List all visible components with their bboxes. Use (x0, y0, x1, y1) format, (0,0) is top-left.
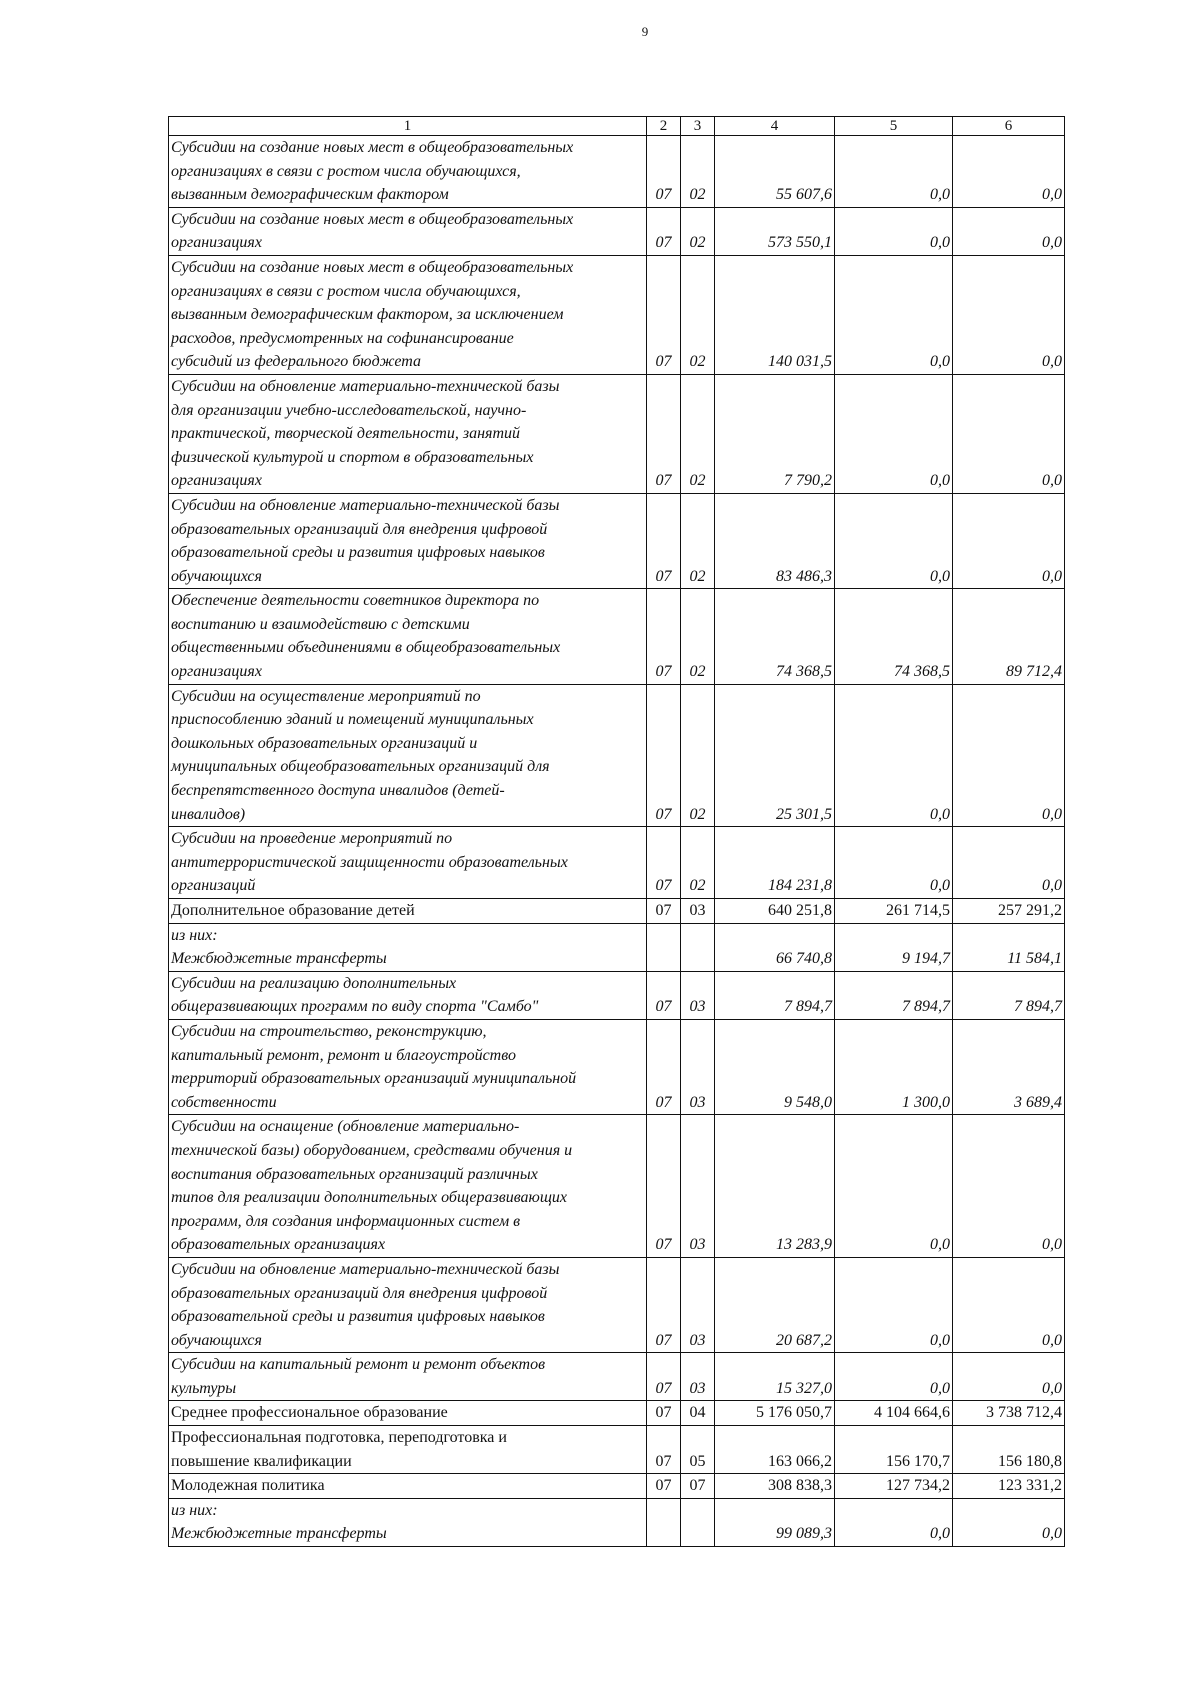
section-code-cell: 07 (647, 493, 681, 588)
amount-col5-cell: 0,0 (835, 684, 953, 827)
item-name-line: культуры (171, 1379, 237, 1397)
item-name-line: обучающихся (171, 1331, 262, 1349)
amount-col6-cell: 257 291,2 (953, 899, 1065, 924)
subsection-code-cell: 02 (681, 136, 715, 208)
amount-col5-cell: 0,0 (835, 1353, 953, 1401)
item-name-line: Субсидии на проведение мероприятий по (171, 830, 453, 848)
item-name-cell (169, 899, 647, 924)
item-name-cell (169, 1115, 647, 1258)
item-name-line: беспрепятственного доступа инвалидов (детей- (171, 782, 505, 800)
table-row (169, 374, 1065, 493)
subsection-code-cell: 03 (681, 1019, 715, 1114)
subsection-code-cell: 02 (681, 374, 715, 493)
item-name-line: Молодежная политика (171, 1477, 325, 1495)
section-code-cell: 07 (647, 1353, 681, 1401)
item-name-line: Субсидии на капитальный ремонт и ремонт объектов (171, 1356, 546, 1374)
amount-col4-cell: 7 790,2 (715, 374, 835, 493)
amount-col5-cell: 4 104 664,6 (835, 1401, 953, 1426)
section-code-cell: 07 (647, 207, 681, 255)
amount-col4-cell: 140 031,5 (715, 255, 835, 374)
amount-col6-cell: 0,0 (953, 1498, 1065, 1546)
amount-col6-cell: 0,0 (953, 684, 1065, 827)
table-row (169, 899, 1065, 924)
item-name-line: Межбюджетные трансферты (171, 1525, 387, 1543)
item-name-line: образовательной среды и развития цифровых навыков (171, 1308, 545, 1326)
amount-col5-cell: 0,0 (835, 827, 953, 899)
item-name-cell (169, 589, 647, 684)
item-name-line: приспособлению зданий и помещений муниципальных (171, 711, 534, 729)
column-number: 5 (835, 117, 953, 136)
item-name-line: практической, творческой деятельности, занятий (171, 425, 521, 443)
budget-table (168, 116, 1065, 1547)
item-name-line: Субсидии на осуществление мероприятий по (171, 687, 481, 705)
table-row (169, 589, 1065, 684)
table-body (169, 136, 1065, 1547)
item-name-line: капитальный ремонт, ремонт и благоустройство (171, 1046, 516, 1064)
section-code-cell: 07 (647, 255, 681, 374)
amount-col6-cell: 0,0 (953, 827, 1065, 899)
item-name-line: Профессиональная подготовка, переподготовка и (171, 1429, 507, 1447)
table-row (169, 136, 1065, 208)
subsection-code-cell: 02 (681, 493, 715, 588)
item-name-line: расходов, предусмотренных на софинансирование (171, 329, 514, 347)
amount-col6-cell: 0,0 (953, 1353, 1065, 1401)
amount-col6-cell: 7 894,7 (953, 971, 1065, 1019)
item-name-line: дошкольных образовательных организаций и (171, 734, 478, 752)
item-name-line: антитеррористической защищенности образовательных (171, 853, 568, 871)
table-row (169, 1257, 1065, 1352)
item-name-line: физической культурой и спортом в образовательных (171, 448, 534, 466)
item-name-line: Дополнительное образование детей (171, 902, 415, 919)
amount-col5-cell: 261 714,5 (835, 899, 953, 924)
table-row (169, 255, 1065, 374)
amount-col5-cell: 9 194,7 (835, 923, 953, 971)
section-code-cell (647, 1498, 681, 1546)
subsection-code-cell: 03 (681, 899, 715, 924)
item-name-line: территорий образовательных организаций муниципальной (171, 1070, 577, 1088)
item-name-cell (169, 971, 647, 1019)
section-code-cell: 07 (647, 1401, 681, 1426)
item-name-line: образовательных организаций для внедрения цифровой (171, 520, 548, 538)
section-code-cell: 07 (647, 971, 681, 1019)
column-number: 2 (647, 117, 681, 136)
item-name-line: образовательных организациях (171, 1236, 386, 1254)
item-name-line: Субсидии на обновление материально-технической базы (171, 1260, 560, 1278)
table-row (169, 1019, 1065, 1114)
item-name-line: Субсидии на создание новых мест в общеобразовательных (171, 258, 574, 276)
amount-col6-cell: 0,0 (953, 255, 1065, 374)
item-name-line: Субсидии на оснащение (обновление материально- (171, 1118, 520, 1136)
amount-col6-cell: 0,0 (953, 136, 1065, 208)
amount-col6-cell: 156 180,8 (953, 1426, 1065, 1474)
item-name-line: субсидий из федерального бюджета (171, 353, 421, 371)
subsection-code-cell: 05 (681, 1426, 715, 1474)
section-code-cell: 07 (647, 1474, 681, 1499)
table-row (169, 1498, 1065, 1546)
amount-col5-cell: 127 734,2 (835, 1474, 953, 1499)
column-number: 1 (169, 117, 647, 136)
item-name-line: повышение квалификации (171, 1452, 352, 1470)
amount-col4-cell: 15 327,0 (715, 1353, 835, 1401)
amount-col4-cell: 184 231,8 (715, 827, 835, 899)
table-row (169, 971, 1065, 1019)
table-row (169, 684, 1065, 827)
amount-col4-cell: 99 089,3 (715, 1498, 835, 1546)
item-name-cell (169, 1426, 647, 1474)
amount-col4-cell: 25 301,5 (715, 684, 835, 827)
item-name-cell (169, 1019, 647, 1114)
item-name-line: организациях в связи с ростом числа обучающихся, (171, 162, 521, 180)
table-row (169, 493, 1065, 588)
item-name-line: Обеспечение деятельности советников директора по (171, 592, 540, 610)
amount-col4-cell: 83 486,3 (715, 493, 835, 588)
subsection-code-cell: 03 (681, 1353, 715, 1401)
amount-col4-cell: 640 251,8 (715, 899, 835, 924)
amount-col5-cell: 0,0 (835, 1257, 953, 1352)
amount-col6-cell: 0,0 (953, 207, 1065, 255)
item-name-cell (169, 1353, 647, 1401)
item-name-cell (169, 827, 647, 899)
item-name-line: Субсидии на строительство, реконструкцию, (171, 1022, 487, 1040)
amount-col4-cell: 308 838,3 (715, 1474, 835, 1499)
section-code-cell: 07 (647, 589, 681, 684)
section-code-cell: 07 (647, 1257, 681, 1352)
subsection-code-cell: 03 (681, 971, 715, 1019)
item-name-line: организациях (171, 472, 262, 490)
subsection-code-cell: 02 (681, 207, 715, 255)
amount-col5-cell: 0,0 (835, 1115, 953, 1258)
section-code-cell: 07 (647, 136, 681, 208)
amount-col6-cell: 0,0 (953, 374, 1065, 493)
amount-col5-cell: 0,0 (835, 136, 953, 208)
item-name-line: Субсидии на обновление материально-технической базы (171, 496, 560, 514)
amount-col4-cell: 5 176 050,7 (715, 1401, 835, 1426)
item-name-cell (169, 923, 647, 971)
amount-col4-cell: 9 548,0 (715, 1019, 835, 1114)
item-name-cell (169, 374, 647, 493)
item-name-cell (169, 1401, 647, 1426)
item-name-line: организациях (171, 663, 262, 681)
item-name-line: Субсидии на обновление материально-технической базы (171, 377, 560, 395)
table-row (169, 827, 1065, 899)
table-row (169, 923, 1065, 971)
section-code-cell: 07 (647, 899, 681, 924)
amount-col5-cell: 1 300,0 (835, 1019, 953, 1114)
amount-col6-cell: 0,0 (953, 1257, 1065, 1352)
table-row (169, 1474, 1065, 1499)
item-name-cell (169, 684, 647, 827)
amount-col6-cell: 0,0 (953, 493, 1065, 588)
item-name-line: вызванным демографическим фактором (171, 186, 449, 204)
section-code-cell: 07 (647, 1019, 681, 1114)
subsection-code-cell: 02 (681, 589, 715, 684)
subsection-code-cell: 07 (681, 1474, 715, 1499)
item-name-line: образовательных организаций для внедрения цифровой (171, 1284, 548, 1302)
item-name-line: организаций (171, 877, 256, 895)
amount-col4-cell: 20 687,2 (715, 1257, 835, 1352)
item-name-line: инвалидов) (171, 805, 246, 823)
column-number: 6 (953, 117, 1065, 136)
amount-col5-cell: 156 170,7 (835, 1426, 953, 1474)
item-name-line: технической базы) оборудованием, средствами обучения и (171, 1141, 573, 1159)
item-name-line: муниципальных общеобразовательных организаций для (171, 758, 550, 776)
item-name-cell (169, 1257, 647, 1352)
table-row (169, 1401, 1065, 1426)
column-number-row (169, 117, 1065, 136)
table-row (169, 207, 1065, 255)
section-code-cell: 07 (647, 827, 681, 899)
item-name-cell (169, 136, 647, 208)
item-name-line: для организации учебно-исследовательской, научно- (171, 401, 527, 419)
page-number: 9 (641, 24, 649, 39)
item-name-line: из них: (171, 1501, 218, 1519)
table-row (169, 1426, 1065, 1474)
subsection-code-cell: 02 (681, 827, 715, 899)
section-code-cell: 07 (647, 1426, 681, 1474)
item-name-line: воспитания образовательных организаций различных (171, 1165, 538, 1183)
column-number: 4 (715, 117, 835, 136)
amount-col5-cell: 7 894,7 (835, 971, 953, 1019)
item-name-line: общественными объединениями в общеобразовательных (171, 639, 561, 657)
item-name-line: Межбюджетные трансферты (171, 950, 387, 968)
amount-col4-cell: 13 283,9 (715, 1115, 835, 1258)
amount-col6-cell: 3 689,4 (953, 1019, 1065, 1114)
item-name-line: образовательной среды и развития цифровых навыков (171, 544, 545, 562)
amount-col5-cell: 0,0 (835, 1498, 953, 1546)
subsection-code-cell: 04 (681, 1401, 715, 1426)
item-name-cell (169, 1474, 647, 1499)
amount-col4-cell: 74 368,5 (715, 589, 835, 684)
item-name-line: Субсидии на реализацию дополнительных (171, 974, 457, 992)
column-number: 3 (681, 117, 715, 136)
subsection-code-cell: 03 (681, 1115, 715, 1258)
amount-col5-cell: 74 368,5 (835, 589, 953, 684)
amount-col5-cell: 0,0 (835, 374, 953, 493)
item-name-line: воспитанию и взаимодействию с детскими (171, 615, 470, 633)
amount-col6-cell: 123 331,2 (953, 1474, 1065, 1499)
amount-col4-cell: 55 607,6 (715, 136, 835, 208)
item-name-line: Субсидии на создание новых мест в общеобразовательных (171, 210, 574, 228)
item-name-line: обучающихся (171, 567, 262, 585)
section-code-cell: 07 (647, 684, 681, 827)
subsection-code-cell: 02 (681, 255, 715, 374)
section-code-cell (647, 923, 681, 971)
amount-col5-cell: 0,0 (835, 255, 953, 374)
amount-col4-cell: 573 550,1 (715, 207, 835, 255)
item-name-cell (169, 1498, 647, 1546)
amount-col4-cell: 163 066,2 (715, 1426, 835, 1474)
amount-col6-cell: 11 584,1 (953, 923, 1065, 971)
subsection-code-cell (681, 1498, 715, 1546)
amount-col5-cell: 0,0 (835, 493, 953, 588)
item-name-line: организациях (171, 234, 262, 252)
item-name-line: вызванным демографическим фактором, за исключением (171, 306, 564, 324)
section-code-cell: 07 (647, 374, 681, 493)
item-name-line: типов для реализации дополнительных общеразвивающих (171, 1189, 568, 1207)
table-row (169, 1353, 1065, 1401)
amount-col6-cell: 0,0 (953, 1115, 1065, 1258)
subsection-code-cell (681, 923, 715, 971)
subsection-code-cell: 03 (681, 1257, 715, 1352)
item-name-line: организациях в связи с ростом числа обучающихся, (171, 282, 521, 300)
subsection-code-cell: 02 (681, 684, 715, 827)
item-name-line: из них: (171, 926, 218, 944)
item-name-line: общеразвивающих программ по виду спорта "Самбо" (171, 998, 539, 1016)
item-name-cell (169, 207, 647, 255)
item-name-line: собственности (171, 1093, 277, 1111)
item-name-cell (169, 255, 647, 374)
item-name-line: Субсидии на создание новых мест в общеобразовательных (171, 139, 574, 156)
table-row (169, 1115, 1065, 1258)
amount-col6-cell: 3 738 712,4 (953, 1401, 1065, 1426)
item-name-cell (169, 493, 647, 588)
amount-col5-cell: 0,0 (835, 207, 953, 255)
item-name-line: Среднее профессиональное образование (171, 1404, 448, 1422)
amount-col4-cell: 7 894,7 (715, 971, 835, 1019)
item-name-line: программ, для создания информационных систем в (171, 1212, 521, 1230)
amount-col6-cell: 89 712,4 (953, 589, 1065, 684)
section-code-cell: 07 (647, 1115, 681, 1258)
amount-col4-cell: 66 740,8 (715, 923, 835, 971)
